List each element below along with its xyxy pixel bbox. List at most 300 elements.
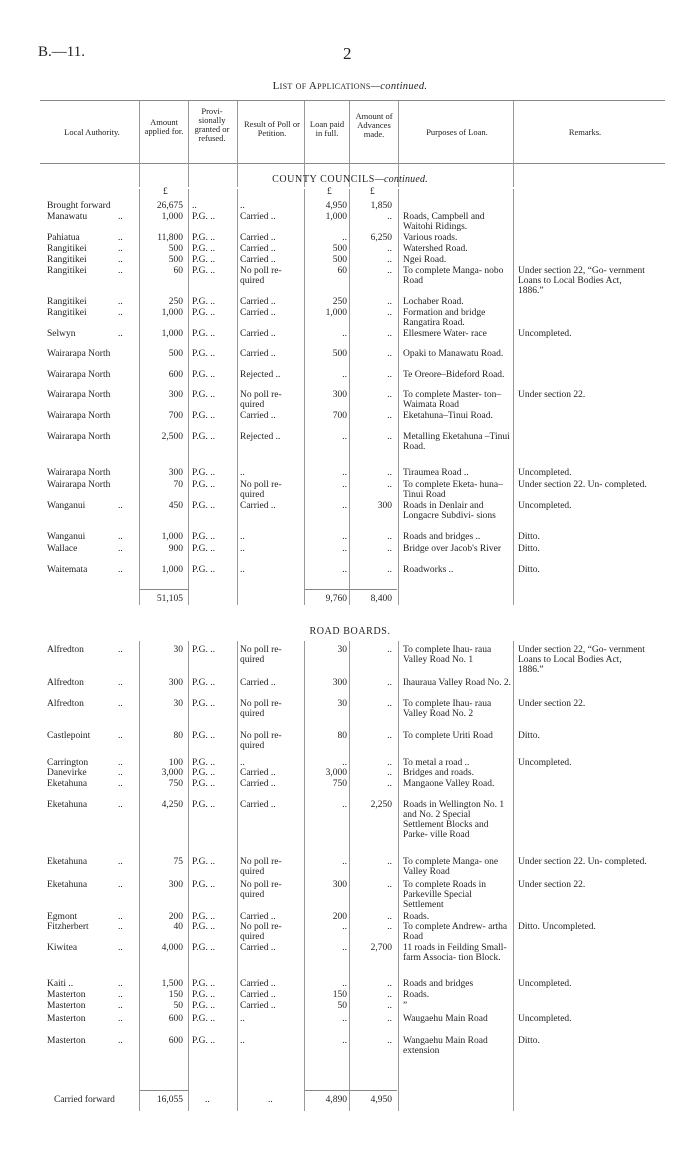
rb-cell-loan-paid: 50 <box>337 1001 347 1011</box>
county-cell-provisional-status: .. <box>192 201 197 211</box>
rb-cell-amount-applied: 30 <box>173 645 183 655</box>
rb-cell-poll-result: Carried .. <box>240 979 276 989</box>
county-cell-leader-dots: .. <box>118 532 123 542</box>
rb-cell-remarks: Ditto. <box>518 731 540 741</box>
county-cell-advances-made: .. <box>387 468 392 478</box>
county-cell-amount-applied: 1,000 <box>161 308 183 318</box>
county-cell-poll-result: .. <box>240 201 245 211</box>
county-cell-amount-applied: 500 <box>168 255 183 265</box>
rb-cell-advances-made: .. <box>387 645 392 655</box>
rb-cell-provisional-status: P.G. .. <box>192 800 215 810</box>
rb-cell-leader-dots: .. <box>118 645 123 655</box>
county-cell-authority: Wairarapa North <box>47 349 111 359</box>
county-total-rule-loan <box>305 589 397 590</box>
county-cell-advances-made: .. <box>387 349 392 359</box>
county-cell-poll-result: Rejected .. <box>240 370 281 380</box>
rb-cell-leader-dots: .. <box>118 922 123 932</box>
list-title-cont: —continued. <box>370 81 428 92</box>
county-cell-advances-made: .. <box>387 266 392 276</box>
rb-cell-provisional-status: P.G. .. <box>192 1036 215 1046</box>
rb-cell-loan-paid: .. <box>342 979 347 989</box>
rb-cell-remarks: Ditto. <box>518 1036 540 1046</box>
county-cell-advances-made: .. <box>387 532 392 542</box>
rb-cell-purpose: Roads and bridges <box>403 979 474 989</box>
county-cell-loan-paid: 500 <box>332 349 347 359</box>
list-title-main: List of Applications <box>272 80 371 92</box>
rb-cell-authority: Masterton <box>47 990 86 1000</box>
rb-cell-amount-applied: 300 <box>168 678 183 688</box>
column-rule <box>513 641 514 1111</box>
rb-cell-authority: Alfredton <box>47 699 84 709</box>
rb-cell-purpose: To complete Uriti Road <box>403 731 493 741</box>
rb-cell-purpose: To complete Andrew- artha Road <box>403 922 508 942</box>
county-cell-purpose: To complete Master- ton–Waimata Road <box>403 390 502 410</box>
county-cell-loan-paid: 500 <box>332 244 347 254</box>
county-cell-authority: Pahiatua <box>47 233 80 243</box>
header-loan: Loan paid in full. <box>309 119 345 138</box>
rb-cell-authority: Eketahuna <box>47 779 88 789</box>
rb-cell-remarks: Under section 22. Un- completed. <box>518 857 647 867</box>
county-cell-provisional-status: P.G. .. <box>192 480 215 490</box>
unit-loan: £ <box>327 187 332 197</box>
rb-cell-remarks: Under section 22, “Go- vernment Loans to Local Bodies Act, 1886.” <box>518 645 645 675</box>
county-cell-authority: Manawatu <box>47 212 88 222</box>
county-cell-poll-result: No poll re- quired <box>240 266 282 286</box>
county-cell-leader-dots: .. <box>118 329 123 339</box>
county-cell-amount-applied: 500 <box>168 349 183 359</box>
rb-cell-leader-dots: .. <box>118 699 123 709</box>
rb-cell-poll-result: No poll re- quired <box>240 699 282 719</box>
county-cell-remarks: Under section 22. Un- completed. <box>518 480 647 490</box>
rb-cell-poll-result: Carried .. <box>240 800 276 810</box>
county-cell-purpose: Te Oreore–Bideford Road. <box>403 370 505 380</box>
rb-cell-remarks: Uncompleted. <box>518 979 572 989</box>
rb-cell-loan-paid: .. <box>342 922 347 932</box>
rb-cell-purpose: To complete Ihau- raua Valley Road No. 1 <box>403 645 492 665</box>
county-cell-advances-made: .. <box>387 390 392 400</box>
rb-cell-loan-paid: .. <box>342 1014 347 1024</box>
rb-cell-poll-result: No poll re- quired <box>240 922 282 942</box>
county-cell-purpose: To complete Eketa- huna–Tinui Road <box>403 480 503 500</box>
column-rule <box>188 189 189 605</box>
rb-cell-leader-dots: .. <box>118 678 123 688</box>
county-cell-advances-made: .. <box>387 329 392 339</box>
rb-cell-authority: Eketahuna <box>47 857 88 867</box>
rb-cell-purpose: Ihauraua Valley Road No. 2. <box>403 678 511 688</box>
county-cell-poll-result: Carried .. <box>240 329 276 339</box>
rb-cell-poll-result: No poll re- quired <box>240 645 282 665</box>
rb-cell-authority: Kaiti .. <box>47 979 74 989</box>
rb-cell-amount-applied: 600 <box>168 1014 183 1024</box>
county-cell-loan-paid: .. <box>342 468 347 478</box>
rb-cell-loan-paid: .. <box>342 1036 347 1046</box>
county-cell-purpose: Roads, Campbell and Waitohi Ridings. <box>403 212 485 232</box>
county-cell-advances-made: .. <box>387 370 392 380</box>
rb-cell-poll-result: .. <box>240 1036 245 1046</box>
county-cell-advances-made: 1,850 <box>370 201 392 211</box>
county-cell-advances-made: .. <box>387 212 392 222</box>
header-purposes: Purposes of Loan. <box>426 127 488 137</box>
county-cell-authority: Wanganui <box>47 532 86 542</box>
county-cell-amount-applied: 11,800 <box>157 233 183 243</box>
county-cell-authority: Wairarapa North <box>47 468 111 478</box>
county-section-title <box>0 174 700 185</box>
rb-cell-authority: Egmont <box>47 912 78 922</box>
county-cell-poll-result: Carried .. <box>240 212 276 222</box>
rb-cell-amount-applied: 50 <box>173 1001 183 1011</box>
rb-carried-rule <box>140 1090 188 1091</box>
county-cell-amount-applied: 300 <box>168 390 183 400</box>
rb-cell-remarks: Under section 22. <box>518 699 586 709</box>
county-cell-provisional-status: P.G. .. <box>192 390 215 400</box>
rb-carried-rule-loan <box>305 1090 397 1091</box>
county-cell-poll-result: No poll re- quired <box>240 390 282 410</box>
rb-cell-provisional-status: P.G. .. <box>192 768 215 778</box>
rb-cell-authority: Kiwitea <box>47 943 78 953</box>
county-cell-amount-applied: 60 <box>173 266 183 276</box>
county-cell-authority: Wallace <box>47 544 78 554</box>
county-cell-loan-paid: 1,000 <box>325 308 347 318</box>
unit-adv: £ <box>370 187 375 197</box>
rb-cell-amount-applied: 1,500 <box>161 979 183 989</box>
rb-cell-amount-applied: 4,250 <box>161 800 183 810</box>
county-cell-loan-paid: 500 <box>332 255 347 265</box>
rb-cell-remarks: Ditto. Uncompleted. <box>518 922 596 932</box>
rb-cell-provisional-status: P.G. .. <box>192 912 215 922</box>
county-cell-advances-made: .. <box>387 411 392 421</box>
county-cell-advances-made: .. <box>387 308 392 318</box>
rb-cell-purpose: 11 roads in Feilding Small-farm Associa- tion Block. <box>403 943 507 963</box>
county-cell-poll-result: No poll re- quired <box>240 480 282 500</box>
rb-cell-purpose: ” <box>403 1001 408 1011</box>
rb-cell-amount-applied: 150 <box>168 990 183 1000</box>
rb-cell-loan-paid: 200 <box>332 912 347 922</box>
rb-cell-leader-dots: .. <box>118 943 123 953</box>
county-cell-poll-result: Carried .. <box>240 349 276 359</box>
column-rule <box>398 641 399 1111</box>
county-cell-leader-dots: .. <box>118 297 123 307</box>
rb-cell-advances-made: .. <box>387 990 392 1000</box>
carried-forward-label: Carried forward <box>54 1095 115 1105</box>
county-cell-remarks: Uncompleted. <box>518 329 572 339</box>
county-cell-loan-paid: .. <box>342 432 347 442</box>
rb-cell-leader-dots: .. <box>118 1036 123 1046</box>
rb-cell-amount-applied: 100 <box>168 758 183 768</box>
rb-cell-loan-paid: .. <box>342 758 347 768</box>
county-total-loan: 9,760 <box>325 594 347 604</box>
county-cell-remarks: Ditto. <box>518 544 540 554</box>
county-cell-amount-applied: 250 <box>168 297 183 307</box>
county-cell-loan-paid: .. <box>342 565 347 575</box>
header-prov: Provi- sionally granted or refused. <box>194 106 230 143</box>
county-cell-advances-made: .. <box>387 255 392 265</box>
rb-cell-leader-dots: .. <box>118 1014 123 1024</box>
county-cell-purpose: To complete Manga- nobo Road <box>403 266 504 286</box>
rb-cell-authority: Eketahuna <box>47 880 88 890</box>
county-cell-provisional-status: P.G. .. <box>192 212 215 222</box>
rb-cell-poll-result: Carried .. <box>240 1001 276 1011</box>
county-cell-leader-dots: .. <box>118 501 123 511</box>
unit-amount: £ <box>163 187 168 197</box>
county-total-adv: 8,400 <box>370 594 392 604</box>
rb-cell-provisional-status: P.G. .. <box>192 699 215 709</box>
road-boards-section-title: ROAD BOARDS. <box>309 626 391 637</box>
county-cell-authority: Rangitikei <box>47 244 87 254</box>
county-cell-advances-made: .. <box>387 480 392 490</box>
rb-cell-advances-made: 2,700 <box>370 943 392 953</box>
rb-cell-advances-made: .. <box>387 678 392 688</box>
county-cell-loan-paid: .. <box>342 329 347 339</box>
county-cell-poll-result: Carried .. <box>240 501 276 511</box>
rb-cell-provisional-status: P.G. .. <box>192 779 215 789</box>
rb-cell-leader-dots: .. <box>118 880 123 890</box>
rb-cell-provisional-status: P.G. .. <box>192 758 215 768</box>
county-cell-purpose: Roads in Denlair and Longacre Subdivi- sions <box>403 501 496 521</box>
column-rule <box>237 189 238 605</box>
table-top-rule <box>40 100 665 101</box>
column-rule <box>349 641 350 1111</box>
county-cell-poll-result: .. <box>240 565 245 575</box>
column-rule <box>188 641 189 1111</box>
header-bottom-rule <box>40 163 665 164</box>
county-cell-poll-result: .. <box>240 532 245 542</box>
county-cell-leader-dots: .. <box>118 255 123 265</box>
county-cell-amount-applied: 70 <box>173 480 183 490</box>
county-cell-remarks: Uncompleted. <box>518 468 572 478</box>
county-cell-leader-dots: .. <box>118 565 123 575</box>
county-cell-purpose: Watershed Road. <box>403 244 468 254</box>
county-cell-provisional-status: P.G. .. <box>192 468 215 478</box>
rb-cell-loan-paid: 300 <box>332 880 347 890</box>
header-result: Result of Poll or Petition. <box>244 119 300 138</box>
rb-cell-loan-paid: .. <box>342 857 347 867</box>
county-cell-purpose: Tiraumea Road .. <box>403 468 469 478</box>
rb-cell-purpose: Wangaehu Main Road extension <box>403 1036 488 1056</box>
rb-cell-loan-paid: 80 <box>337 731 347 741</box>
county-cell-advances-made: .. <box>387 432 392 442</box>
rb-cell-advances-made: .. <box>387 979 392 989</box>
rb-cell-amount-applied: 75 <box>173 857 183 867</box>
county-cell-remarks: Ditto. <box>518 565 540 575</box>
header-authority: Local Authority. <box>64 127 120 137</box>
rb-cell-authority: Alfredton <box>47 678 84 688</box>
county-cell-purpose: Roads and bridges .. <box>403 532 481 542</box>
rb-cell-provisional-status: P.G. .. <box>192 1001 215 1011</box>
rb-cell-poll-result: .. <box>240 758 245 768</box>
county-cell-provisional-status: P.G. .. <box>192 297 215 307</box>
page-ref: B.—11. <box>38 44 85 60</box>
county-cell-remarks: Under section 22, “Go- vernment Loans to Local Bodies Act, 1886.” <box>518 266 645 296</box>
county-cell-amount-applied: 600 <box>168 370 183 380</box>
page-number: 2 <box>343 44 352 63</box>
rb-cell-poll-result: No poll re- quired <box>240 880 282 900</box>
rb-cell-advances-made: 2,250 <box>370 800 392 810</box>
county-cell-provisional-status: P.G. .. <box>192 308 215 318</box>
rb-cell-leader-dots: .. <box>118 758 123 768</box>
rb-cell-amount-applied: 200 <box>168 912 183 922</box>
rb-cell-loan-paid: 150 <box>332 990 347 1000</box>
county-cell-remarks: Uncompleted. <box>518 501 572 511</box>
rb-cell-purpose: Mangaone Valley Road. <box>403 779 495 789</box>
rb-cell-remarks: Uncompleted. <box>518 758 572 768</box>
rb-cell-remarks: Under section 22. <box>518 880 586 890</box>
county-cell-authority: Rangitikei <box>47 308 87 318</box>
county-cell-leader-dots: .. <box>118 212 123 222</box>
rb-cell-provisional-status: P.G. .. <box>192 678 215 688</box>
county-cell-advances-made: .. <box>387 544 392 554</box>
county-cell-provisional-status: P.G. .. <box>192 432 215 442</box>
rb-cell-advances-made: .. <box>387 699 392 709</box>
rb-cell-leader-dots: .. <box>118 1001 123 1011</box>
carried-forward-pg: .. <box>205 1095 210 1105</box>
county-cell-amount-applied: 500 <box>168 244 183 254</box>
county-cell-poll-result: Carried .. <box>240 297 276 307</box>
rb-cell-poll-result: .. <box>240 1014 245 1024</box>
county-cell-amount-applied: 1,000 <box>161 565 183 575</box>
rb-cell-loan-paid: 30 <box>337 699 347 709</box>
rb-cell-purpose: Waugaehu Main Road <box>403 1014 488 1024</box>
rb-cell-leader-dots: .. <box>118 990 123 1000</box>
rb-cell-authority: Castlepoint <box>47 731 91 741</box>
rb-cell-poll-result: Carried .. <box>240 779 276 789</box>
rb-cell-advances-made: .. <box>387 1014 392 1024</box>
rb-cell-poll-result: No poll re- quired <box>240 857 282 877</box>
county-cell-poll-result: Rejected .. <box>240 432 281 442</box>
county-cell-loan-paid: .. <box>342 233 347 243</box>
county-cell-advances-made: 300 <box>377 501 392 511</box>
rb-cell-amount-applied: 4,000 <box>161 943 183 953</box>
column-rule <box>513 189 514 605</box>
rb-cell-poll-result: No poll re- quired <box>240 731 282 751</box>
county-cell-loan-paid: 4,950 <box>325 201 347 211</box>
rb-cell-provisional-status: P.G. .. <box>192 1014 215 1024</box>
rb-cell-amount-applied: 40 <box>173 922 183 932</box>
rb-cell-provisional-status: P.G. .. <box>192 645 215 655</box>
county-cell-purpose: Lochaber Road. <box>403 297 464 307</box>
county-cell-amount-applied: 450 <box>168 501 183 511</box>
rb-cell-leader-dots: .. <box>118 857 123 867</box>
column-rule <box>398 189 399 605</box>
rb-cell-provisional-status: P.G. .. <box>192 990 215 1000</box>
county-cell-poll-result: Carried .. <box>240 233 276 243</box>
rb-cell-authority: Carrington <box>47 758 89 768</box>
rb-cell-leader-dots: .. <box>118 912 123 922</box>
county-cell-purpose: Roadworks .. <box>403 565 454 575</box>
county-cell-poll-result: Carried .. <box>240 308 276 318</box>
rb-cell-advances-made: .. <box>387 731 392 741</box>
rb-cell-advances-made: .. <box>387 1001 392 1011</box>
rb-cell-leader-dots: .. <box>118 779 123 789</box>
county-cell-authority: Rangitikei <box>47 266 87 276</box>
county-cell-provisional-status: P.G. .. <box>192 501 215 511</box>
county-cell-poll-result: .. <box>240 544 245 554</box>
county-cell-loan-paid: .. <box>342 501 347 511</box>
rb-cell-loan-paid: 750 <box>332 779 347 789</box>
county-cell-authority: Rangitikei <box>47 297 87 307</box>
header-adv: Amount of Advances made. <box>355 111 393 139</box>
county-cell-purpose: Ngei Road. <box>403 255 447 265</box>
county-cell-authority: Wairarapa North <box>47 370 111 380</box>
rb-cell-purpose: To complete Manga- one Valley Road <box>403 857 499 877</box>
county-cell-poll-result: .. <box>240 468 245 478</box>
rb-cell-advances-made: .. <box>387 758 392 768</box>
county-cell-remarks: Ditto. <box>518 532 540 542</box>
county-cell-authority: Wanganui <box>47 501 86 511</box>
county-cell-loan-paid: 60 <box>337 266 347 276</box>
rb-cell-advances-made: .. <box>387 912 392 922</box>
county-cell-poll-result: Carried .. <box>240 411 276 421</box>
county-title: COUNTY COUNCILS <box>272 174 375 185</box>
rb-cell-remarks: Uncompleted. <box>518 1014 572 1024</box>
county-cell-loan-paid: 700 <box>332 411 347 421</box>
rb-cell-authority: Alfredton <box>47 645 84 655</box>
county-cell-purpose: Metalling Eketahuna –Tinui Road. <box>403 432 510 452</box>
county-cell-advances-made: .. <box>387 297 392 307</box>
rb-cell-leader-dots: .. <box>118 768 123 778</box>
county-cell-loan-paid: .. <box>342 544 347 554</box>
county-cell-authority: Wairarapa North <box>47 411 111 421</box>
rb-cell-amount-applied: 30 <box>173 699 183 709</box>
rb-cell-loan-paid: .. <box>342 943 347 953</box>
carried-forward-result: .. <box>268 1095 273 1105</box>
county-cell-leader-dots: .. <box>118 544 123 554</box>
county-cell-purpose: Eketahuna–Tinui Road. <box>403 411 493 421</box>
rb-cell-leader-dots: .. <box>118 979 123 989</box>
county-cell-poll-result: Carried .. <box>240 255 276 265</box>
list-title <box>0 80 700 92</box>
county-cell-provisional-status: P.G. .. <box>192 370 215 380</box>
rb-cell-purpose: To metal a road .. <box>403 758 470 768</box>
rb-cell-provisional-status: P.G. .. <box>192 979 215 989</box>
column-rule <box>237 641 238 1111</box>
rb-cell-poll-result: Carried .. <box>240 678 276 688</box>
rb-cell-purpose: To complete Ihau- raua Valley Road No. 2 <box>403 699 492 719</box>
county-cell-amount-applied: 700 <box>168 411 183 421</box>
rb-cell-poll-result: Carried .. <box>240 912 276 922</box>
county-cell-amount-applied: 300 <box>168 468 183 478</box>
rb-cell-loan-paid: .. <box>342 800 347 810</box>
county-cell-advances-made: .. <box>387 244 392 254</box>
county-cell-remarks: Under section 22. <box>518 390 586 400</box>
rb-cell-amount-applied: 80 <box>173 731 183 741</box>
county-cell-authority: Wairarapa North <box>47 390 111 400</box>
carried-forward-loan: 4,890 <box>325 1095 347 1105</box>
county-cell-purpose: Formation and bridge Rangatira Road. <box>403 308 486 328</box>
county-cell-provisional-status: P.G. .. <box>192 544 215 554</box>
county-cell-loan-paid: 250 <box>332 297 347 307</box>
rb-cell-amount-applied: 300 <box>168 880 183 890</box>
county-cell-loan-paid: 1,000 <box>325 212 347 222</box>
county-title-cont: —continued. <box>374 174 428 185</box>
county-cell-advances-made: 6,250 <box>370 233 392 243</box>
rb-cell-poll-result: Carried .. <box>240 990 276 1000</box>
county-cell-leader-dots: .. <box>118 244 123 254</box>
county-cell-provisional-status: P.G. .. <box>192 329 215 339</box>
rb-cell-advances-made: .. <box>387 768 392 778</box>
rb-cell-poll-result: Carried .. <box>240 943 276 953</box>
header-amount: Amount applied for. <box>144 117 184 136</box>
county-cell-provisional-status: P.G. .. <box>192 244 215 254</box>
county-cell-amount-applied: 2,500 <box>161 432 183 442</box>
county-cell-amount-applied: 1,000 <box>161 212 183 222</box>
rb-cell-authority: Masterton <box>47 1014 86 1024</box>
county-cell-provisional-status: P.G. .. <box>192 532 215 542</box>
header-remarks: Remarks. <box>568 127 602 137</box>
county-cell-amount-applied: 1,000 <box>161 532 183 542</box>
county-cell-purpose: Opaki to Manawatu Road. <box>403 349 504 359</box>
county-cell-amount-applied: 26,675 <box>156 201 183 211</box>
county-cell-loan-paid: 300 <box>332 390 347 400</box>
